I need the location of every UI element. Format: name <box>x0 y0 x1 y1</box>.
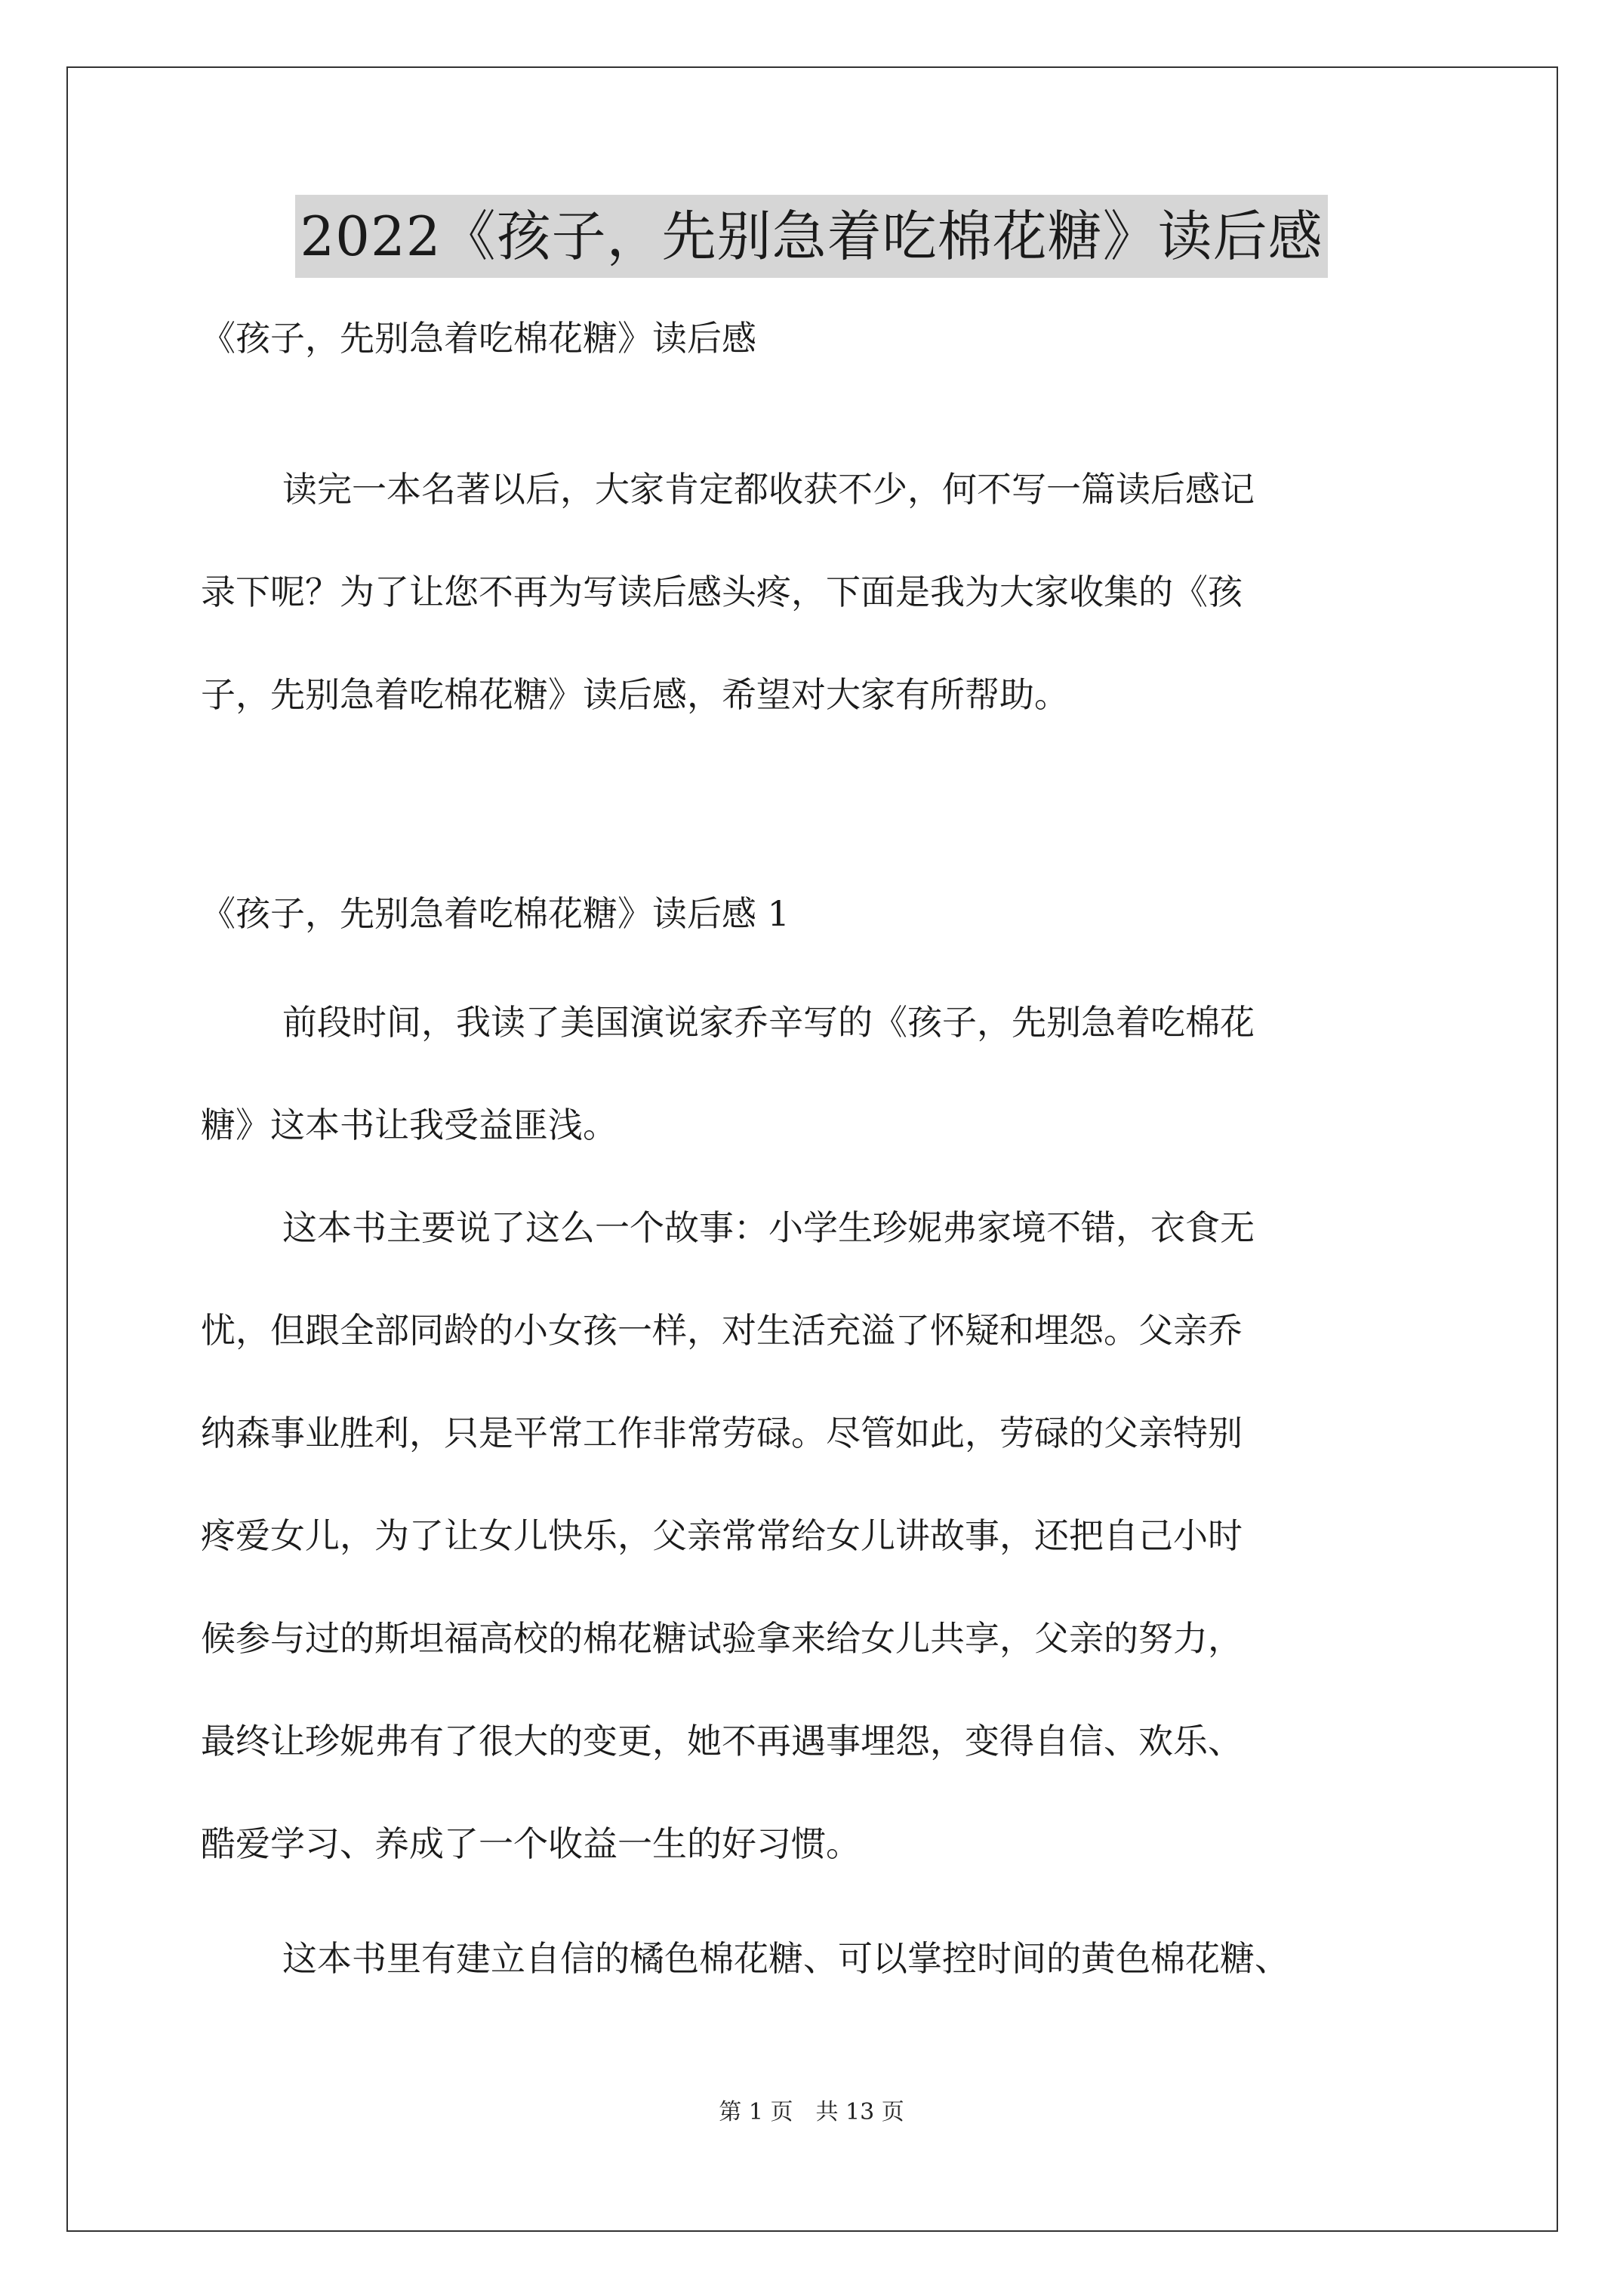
paragraph-line: 疼爱女儿，为了让女儿快乐，父亲常常给女儿讲故事，还把自己小时 <box>201 1515 1243 1556</box>
section-heading: 《孩子，先别急着吃棉花糖》读后感 1 <box>201 893 790 934</box>
paragraph-line: 糖》这本书让我受益匪浅。 <box>201 1105 617 1145</box>
paragraph-line: 纳森事业胜利，只是平常工作非常劳碌。尽管如此，劳碌的父亲特别 <box>201 1413 1243 1453</box>
page-number: 第 1 页 共 13 页 <box>719 2099 904 2125</box>
page-footer <box>0 2093 1623 2126</box>
paragraph-2 <box>201 1176 1439 1895</box>
paragraph-line: 候参与过的斯坦福高校的棉花糖试验拿来给女儿共享，父亲的努力， <box>201 1618 1243 1659</box>
paragraph-line: 最终让珍妮弗有了很大的变更，她不再遇事埋怨，变得自信、欢乐、 <box>201 1721 1243 1761</box>
paragraph-1 <box>201 971 1439 1176</box>
subheading-block <box>201 316 1439 361</box>
intro-line: 录下呢？为了让您不再为写读后感头疼，下面是我为大家收集的《孩 <box>201 572 1243 612</box>
title-container <box>0 195 1623 278</box>
intro-line: 子，先别急着吃棉花糖》读后感，希望对大家有所帮助。 <box>201 674 1069 715</box>
paragraph-line: 这本书里有建立自信的橘色棉花糖、可以掌控时间的黄色棉花糖、 <box>282 1938 1289 1979</box>
paragraph-3 <box>201 1907 1439 2010</box>
paragraph-line: 这本书主要说了这么一个故事：小学生珍妮弗家境不错，衣食无 <box>282 1207 1255 1248</box>
paragraph-line: 前段时间，我读了美国演说家乔辛写的《孩子，先别急着吃棉花 <box>282 1002 1255 1043</box>
section-heading-block <box>201 891 1439 936</box>
paragraph-line: 忧，但跟全部同龄的小女孩一样，对生活充溢了怀疑和埋怨。父亲乔 <box>201 1310 1243 1351</box>
paragraph-line: 酷爱学习、养成了一个收益一生的好习惯。 <box>201 1823 861 1864</box>
intro-paragraph <box>201 438 1439 746</box>
document-title: 2022《孩子，先别急着吃棉花糖》读后感 <box>295 195 1327 278</box>
subheading: 《孩子，先别急着吃棉花糖》读后感 <box>201 318 756 359</box>
intro-line: 读完一本名著以后，大家肯定都收获不少，何不写一篇读后感记 <box>282 469 1255 510</box>
